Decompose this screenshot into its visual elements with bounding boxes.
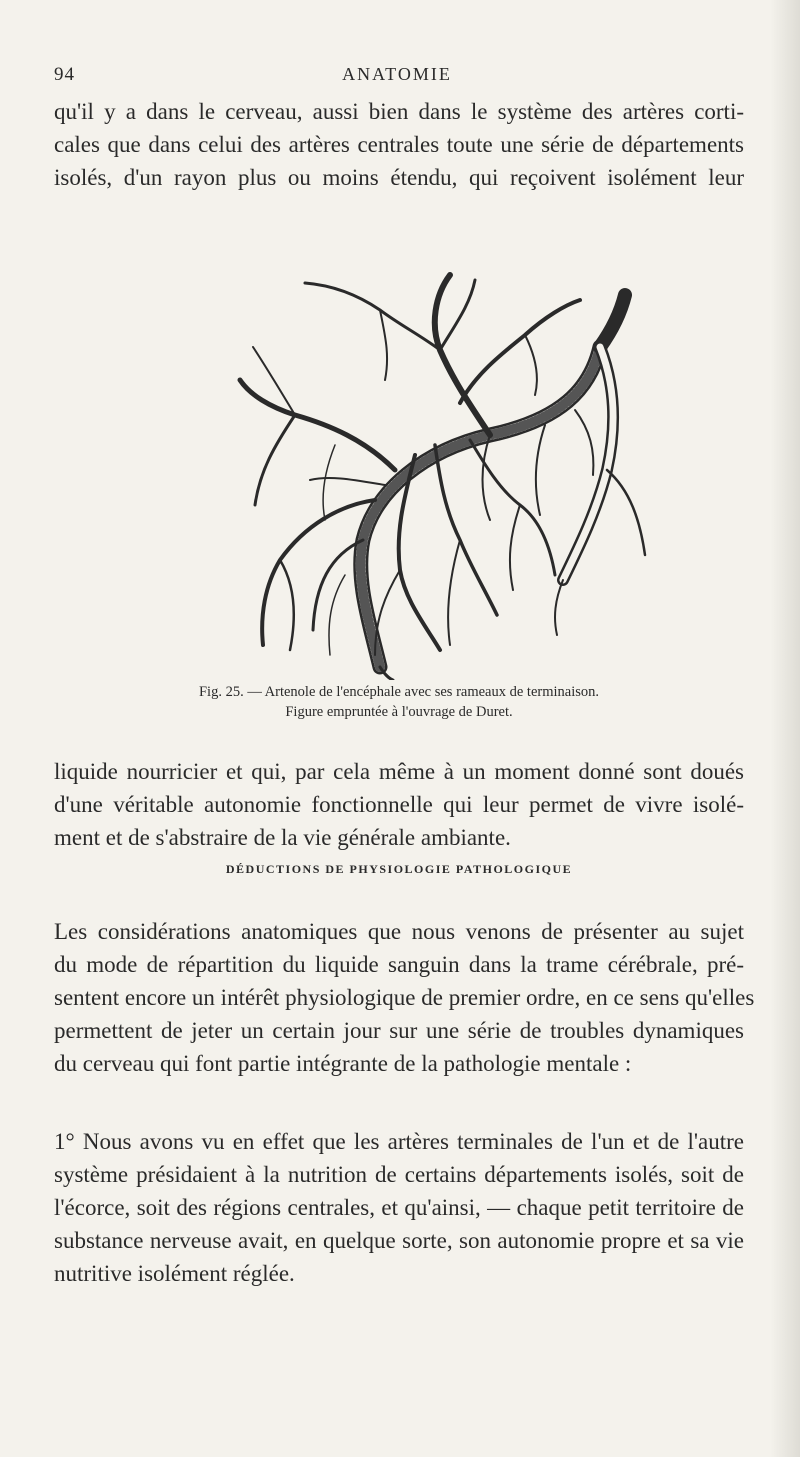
text-line: Les considérations anatomiques que nous venons de présenter au sujet [54,919,744,944]
text-line: 1° Nous avons vu en effet que les artères terminales de l'un et de l'autre [54,1129,744,1154]
text-line: permettent de jeter un certain jour sur une série de troubles dynamiques [54,1018,744,1043]
paragraph-top [54,95,744,194]
paragraph-considerations [54,915,755,1080]
text-line: cales que dans celui des artères centrales toute une série de départements [54,132,744,157]
text-line: substance nerveuse avait, en quelque sorte, son autonomie propre et sa vie [54,1228,744,1253]
text-line: qu'il y a dans le cerveau, aussi bien dans le système des artères corti- [54,99,744,124]
text-line: sentent encore un intérêt physiologique de premier ordre, en ce sens qu'elles [54,985,755,1010]
text-line: du mode de répartition du liquide sanguin dans la trame cérébrale, pré- [54,952,744,977]
text-line: l'écorce, soit des régions centrales, et qu'ainsi, — chaque petit territoire de [54,1195,744,1220]
text-line: du cerveau qui font partie intégrante de la pathologie mentale : [54,1051,632,1076]
text-line: d'une véritable autonomie fonctionnelle qui leur permet de vivre isolé- [54,792,744,817]
arteriole-illustration [235,255,655,680]
text-line: isolés, d'un rayon plus ou moins étendu, qui reçoivent isolément leur [54,165,744,190]
running-head: ANATOMIE [342,64,452,84]
page-edge-shadow [770,0,800,1457]
paragraph-after-figure [54,755,744,854]
page-number: 94 [54,64,75,85]
text-line: liquide nourricier et qui, par cela même à un moment donné sont doués [54,759,744,784]
page-header [54,64,740,94]
text-line: ment et de s'abstraire de la vie générale ambiante. [54,825,511,850]
text-line: système présidaient à la nutrition de certains départements isolés, soit de [54,1162,744,1187]
paragraph-point-1 [54,1125,744,1290]
figure-credit: Figure empruntée à l'ouvrage de Duret. [285,704,513,720]
section-heading: DÉDUCTIONS DE PHYSIOLOGIE PATHOLOGIQUE [225,862,573,876]
figure-caption: Fig. 25. — Artenole de l'encéphale avec ses rameaux de terminaison. [198,684,600,700]
text-line: nutritive isolément réglée. [54,1261,295,1286]
